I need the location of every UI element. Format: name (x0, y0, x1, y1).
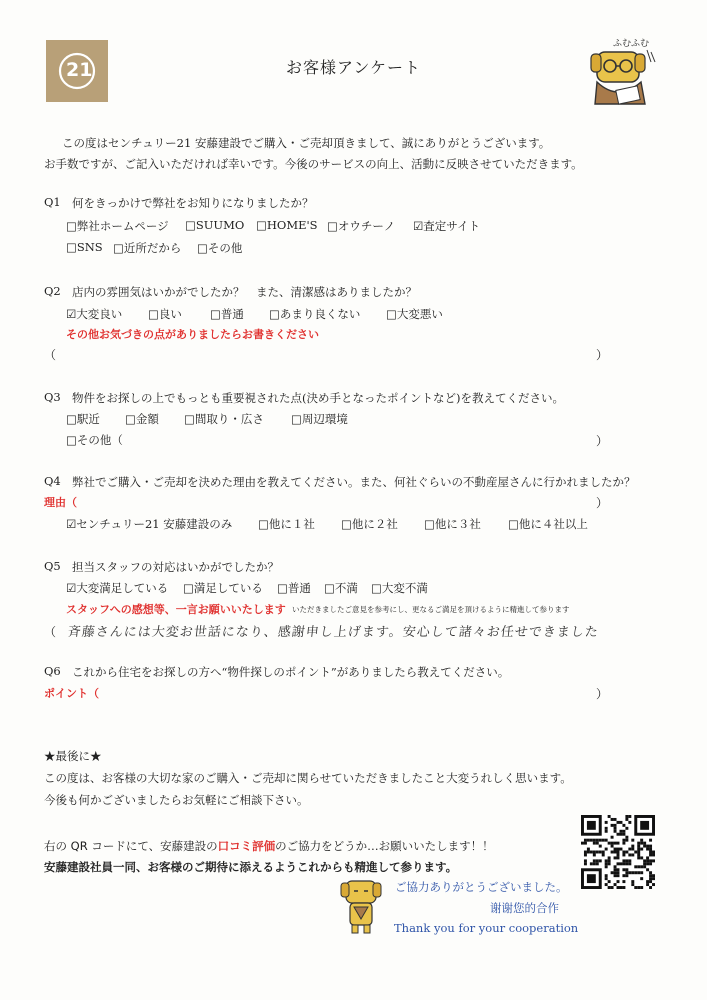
q5-handwritten-comment: 斉藤さんには大変お世話になり、感謝申し上げます。安心して諸々お任せできました (67, 625, 600, 640)
qr-request-review-highlight: 口コミ評価 (217, 839, 276, 853)
q5-open-paren: （ (44, 625, 57, 639)
q4-option-one-other[interactable]: □他に１社 (258, 517, 315, 531)
q5-label: Q5 (44, 559, 61, 573)
q1-option-sns[interactable]: □SNS (66, 240, 103, 254)
q5-option-very-satisfied[interactable]: ☑大変満足している (66, 581, 169, 595)
q3-option-price[interactable]: □金額 (125, 412, 159, 426)
q2-question: 店内の雰囲気はいかがでしたか？ また、清潔感はありましたか？ (72, 285, 417, 299)
mascot-speech: ふむふむ (613, 39, 650, 49)
q5-option-satisfied[interactable]: □満足している (183, 581, 263, 595)
q4-reason-prompt: 理由（ (44, 496, 77, 509)
intro-line-2: お手数ですが、ご記入いただければ幸いです。今後のサービスの向上、活動に反映させていただきます。 (44, 157, 583, 171)
q2-option-not-good[interactable]: □あまり良くない (269, 307, 361, 321)
qr-code-icon (581, 815, 655, 889)
q1-option-ouchino[interactable]: □オウチーノ (327, 219, 396, 233)
q3-option-station[interactable]: □駅近 (66, 412, 100, 426)
q1-option-other[interactable]: □その他 (197, 241, 243, 255)
mascot-thinking-icon (583, 32, 663, 112)
q3-option-other[interactable]: □その他（ (66, 433, 123, 447)
q5-option-normal[interactable]: □普通 (277, 581, 311, 595)
q5-comment-prompt: スタッフへの感想等、一言お願いいたします (66, 603, 286, 616)
qr-request-text-a: 右の QR コードにて、安藤建設の (44, 839, 218, 853)
thanks-english: Thank you for your cooperation (394, 921, 579, 935)
q2-option-normal[interactable]: □普通 (210, 307, 244, 321)
q1-option-assessment-site[interactable]: ☑査定サイト (413, 219, 481, 233)
q5-option-unsatisfied[interactable]: □不満 (324, 581, 358, 595)
q1-label: Q1 (44, 195, 61, 209)
thanks-japanese: ご協力ありがとうございました。 (395, 880, 568, 894)
q4-option-only-us[interactable]: ☑センチュリー21 安藤建設のみ (66, 517, 233, 531)
q2-label: Q2 (44, 284, 61, 298)
q3-option-environment[interactable]: □周辺環境 (291, 412, 348, 426)
q4-option-four-plus[interactable]: □他に４社以上 (508, 517, 588, 531)
q6-question: これから住宅をお探しの方へ“物件探しのポイント”がありましたら教えてください。 (72, 665, 510, 679)
q1-option-homepage[interactable]: □弊社ホームページ (66, 219, 169, 233)
q4-label: Q4 (44, 474, 61, 488)
q4-close-paren: ） (596, 496, 609, 510)
q1-option-nearby[interactable]: □近所だから (113, 241, 182, 255)
q5-question: 担当スタッフの対応はいかがでしたか？ (72, 560, 279, 574)
q4-option-three-others[interactable]: □他に３社 (424, 517, 481, 531)
logo-text: 21 (66, 59, 93, 81)
qr-request-line (44, 838, 494, 854)
q2-option-very-bad[interactable]: □大変悪い (386, 307, 443, 321)
closing-line-2: 今後も何かございましたらお気軽にご相談下さい。 (44, 793, 309, 807)
qr-request-text-b: のご協力をどうか…お願いいたします！！ (275, 839, 494, 853)
q1-option-homes[interactable]: □HOME'S (256, 218, 318, 232)
q1-option-suumo[interactable]: □SUUMO (185, 218, 245, 232)
page-title: お客様アンケート (285, 58, 422, 77)
q6-close-paren: ） (596, 687, 609, 701)
q5-option-very-unsatisfied[interactable]: □大変不満 (371, 581, 428, 595)
q4-option-two-others[interactable]: □他に２社 (341, 517, 398, 531)
q1-question: 何をきっかけで弊社をお知りになりましたか？ (72, 196, 314, 210)
q2-close-paren: ） (596, 348, 609, 362)
q2-comment-prompt: その他お気づきの点がありましたらお書きください (66, 328, 319, 341)
q3-question: 物件をお探しの上でもっとも重要視された点(決め手となったポイントなど)を教えてください。 (72, 391, 564, 405)
thanks-chinese: 谢谢您的合作 (490, 901, 559, 915)
mascot-bowing-icon (338, 873, 384, 935)
q3-label: Q3 (44, 390, 61, 404)
q4-question: 弊社でご購入・ご売却を決めた理由を教えてください。また、何社ぐらいの不動産屋さんに行かれましたか？ (72, 475, 636, 489)
closing-line-1: この度は、お客様の大切な家のご購入・ご売却に関らせていただきましたこと大変うれしく思います。 (44, 771, 572, 785)
q6-point-prompt: ポイント（ (44, 687, 99, 700)
q3-option-layout[interactable]: □間取り・広さ (184, 412, 264, 426)
q6-label: Q6 (44, 664, 61, 678)
q3-close-paren: ） (596, 434, 609, 448)
review-qr-code[interactable] (581, 815, 655, 889)
staff-message: 安藤建設社員一同、お客様のご期待に添えるようこれからも精進して参ります。 (44, 860, 458, 874)
intro-line-1: この度はセンチュリー21 安藤建設でご購入・ご売却頂きまして、誠にありがとうございます。 (62, 136, 551, 150)
q2-option-very-good[interactable]: ☑大変良い (66, 307, 123, 321)
q2-open-paren: （ (44, 348, 57, 362)
q5-note: いただきましたご意見を参考にし、更なるご満足を頂けるように精進して参ります (292, 605, 570, 614)
closing-heading: ★最後に★ (44, 749, 102, 763)
q2-option-good[interactable]: □良い (148, 307, 182, 321)
